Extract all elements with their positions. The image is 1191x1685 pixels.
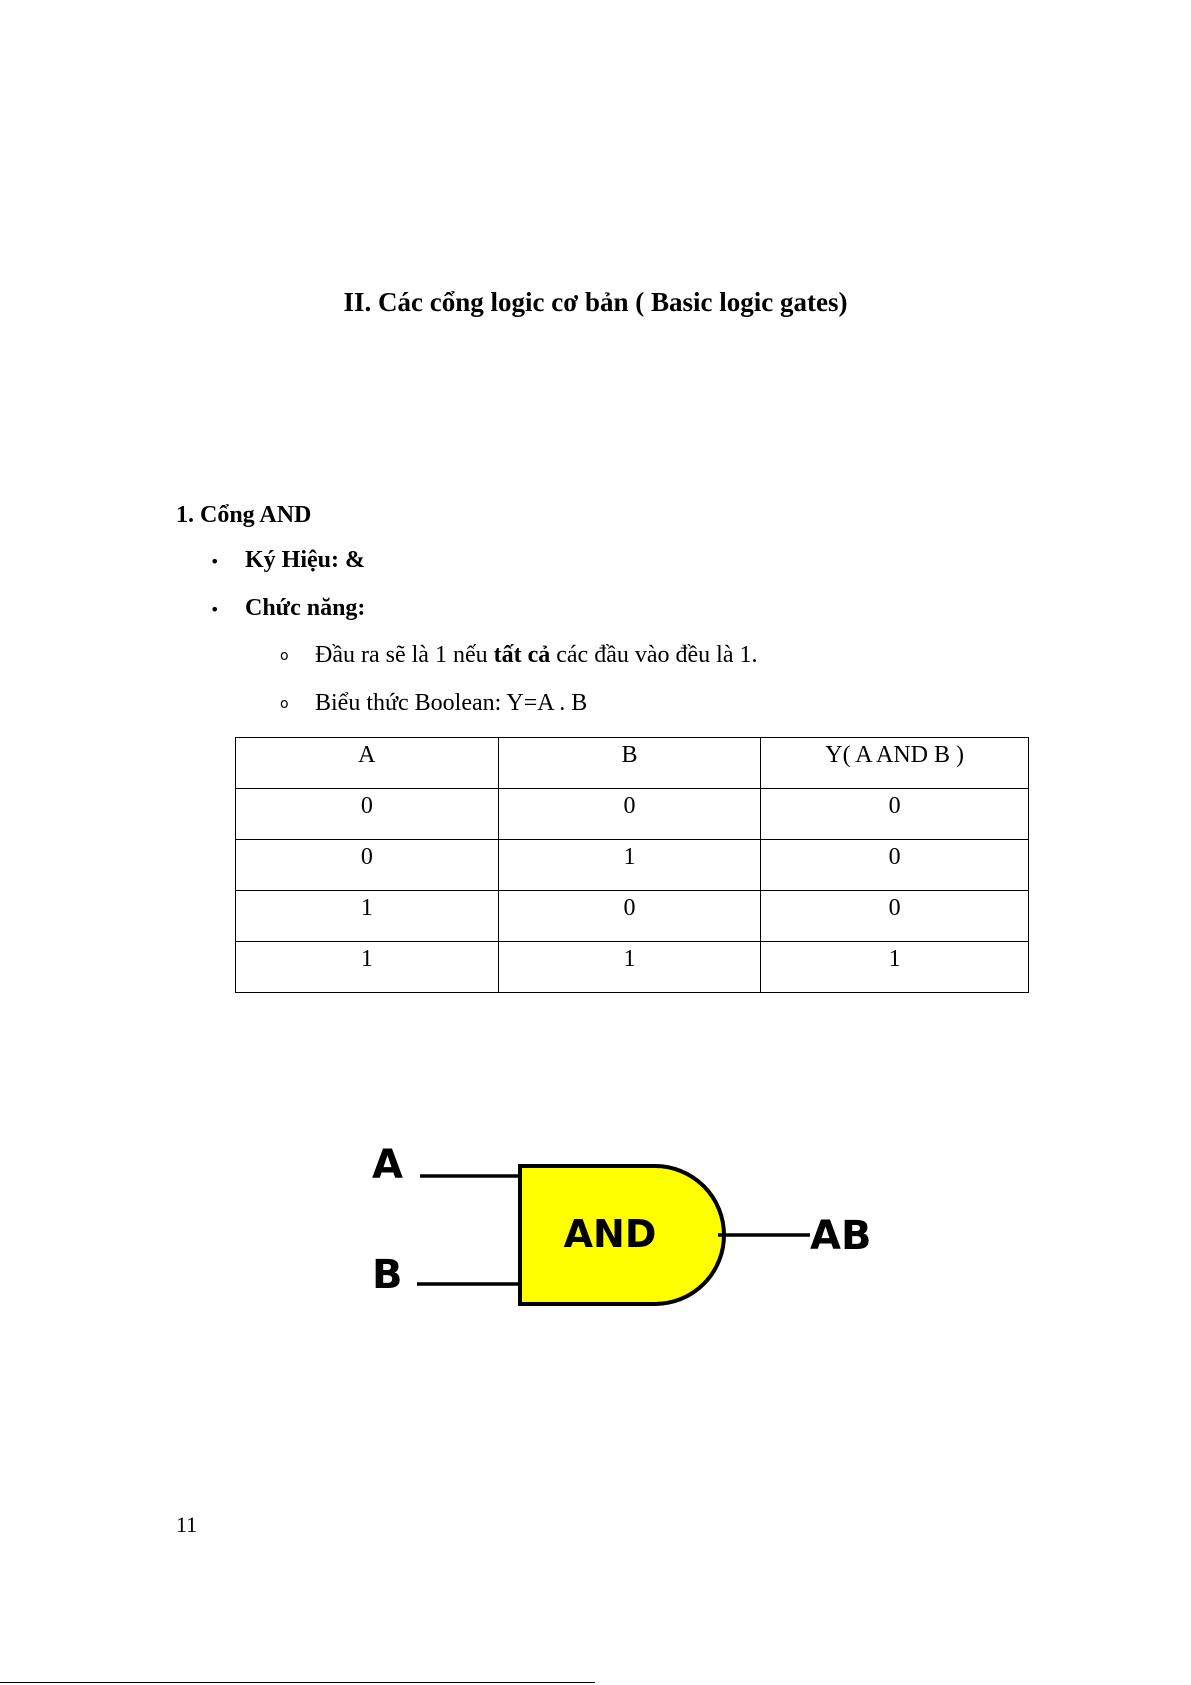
sub-item-text-bold: tất cả xyxy=(493,642,551,668)
table-cell: 1 xyxy=(761,942,1029,993)
table-cell: 0 xyxy=(236,840,499,891)
header-cell-y: Y( A AND B ) xyxy=(761,738,1029,789)
header-cell-b: B xyxy=(498,738,761,789)
table-cell: 0 xyxy=(498,891,761,942)
circle-bullet-icon: o xyxy=(280,648,289,665)
table-cell: 0 xyxy=(761,840,1029,891)
footer-rule xyxy=(0,1682,595,1683)
gate-input-a-label: A xyxy=(372,1142,403,1188)
sub-item-boolean-expression xyxy=(280,690,587,717)
bullet-symbol-text: Ký Hiệu: & xyxy=(245,547,365,573)
table-row xyxy=(236,789,1029,840)
header-cell-a: A xyxy=(236,738,499,789)
bullet-icon: • xyxy=(210,599,220,619)
table-cell: 0 xyxy=(236,789,499,840)
sub-item-text-before: Đầu ra sẽ là 1 nếu xyxy=(315,642,494,668)
page-number: 11 xyxy=(176,1512,198,1537)
table-row xyxy=(236,840,1029,891)
table-cell: 0 xyxy=(498,789,761,840)
table-cell: 0 xyxy=(761,891,1029,942)
table-cell: 1 xyxy=(498,942,761,993)
gate-input-b-label: B xyxy=(372,1252,403,1298)
table-row xyxy=(236,942,1029,993)
bullet-function-text: Chức năng: xyxy=(245,595,366,621)
bullet-icon: • xyxy=(210,551,220,571)
bullet-function xyxy=(210,595,365,622)
gate-label: AND xyxy=(563,1212,657,1256)
truth-table xyxy=(235,737,1029,993)
sub-item-output-rule xyxy=(280,642,757,669)
and-gate-heading: 1. Cổng AND xyxy=(176,502,312,528)
bullet-symbol xyxy=(210,547,365,574)
sub-item-boolean-text: Biểu thức Boolean: Y=A . B xyxy=(315,690,588,716)
truth-table-header-row xyxy=(236,738,1029,789)
sub-item-text-after: các đầu vào đều là 1. xyxy=(550,642,758,668)
table-row xyxy=(236,891,1029,942)
table-cell: 1 xyxy=(498,840,761,891)
table-cell: 1 xyxy=(236,891,499,942)
table-cell: 1 xyxy=(236,942,499,993)
and-gate-diagram xyxy=(360,1140,880,1320)
circle-bullet-icon: o xyxy=(280,696,289,713)
gate-output-label: AB xyxy=(810,1213,872,1259)
table-cell: 0 xyxy=(761,789,1029,840)
section-title: II. Các cổng logic cơ bản ( Basic logic gates) xyxy=(343,287,848,317)
